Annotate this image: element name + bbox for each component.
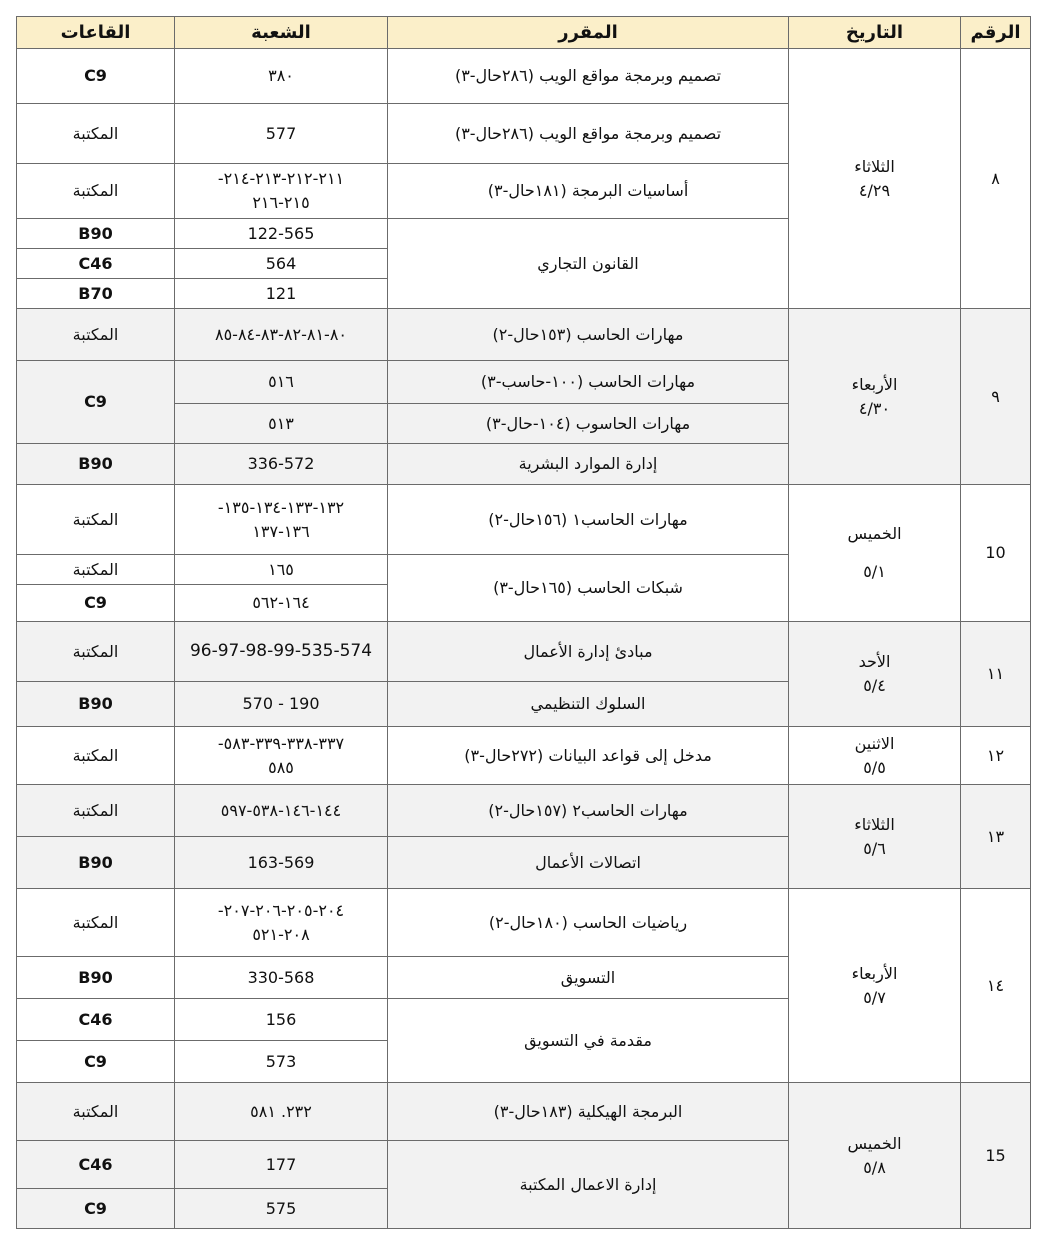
exam-day: الأربعاء xyxy=(851,374,898,394)
exam-date xyxy=(789,309,961,485)
exam-date-value: ٤/٢٩ xyxy=(858,180,891,200)
hall-name: C9 xyxy=(17,49,175,104)
course-name: تصميم وبرمجة مواقع الويب (٢٨٦حال-٣) xyxy=(388,104,789,164)
exam-date xyxy=(789,49,961,309)
header-course: المقرر xyxy=(388,17,789,49)
hall-name: B90 xyxy=(17,219,175,249)
section-numbers: ٥١٣ xyxy=(175,404,388,444)
section-numbers: 96-97-98-99-535-574 xyxy=(175,622,388,682)
course-name: مقدمة في التسويق xyxy=(388,999,789,1083)
table-row xyxy=(17,49,1031,104)
course-name: مهارات الحاسب١ (١٥٦حال-٢) xyxy=(388,485,789,555)
hall-name: B90 xyxy=(17,837,175,889)
exam-schedule-table xyxy=(16,16,1031,1229)
exam-day: الخميس xyxy=(847,524,902,543)
table-row xyxy=(17,727,1031,785)
section-numbers: ٣٣٧-٣٣٨-٣٣٩-٥٨٣- ٥٨٥ xyxy=(175,727,388,785)
course-name: القانون التجاري xyxy=(388,219,789,309)
hall-name: C9 xyxy=(17,1189,175,1229)
course-name: شبكات الحاسب (١٦٥حال-٣) xyxy=(388,555,789,622)
exam-number: ١٢ xyxy=(961,727,1031,785)
hall-name: المكتبة xyxy=(17,622,175,682)
exam-date xyxy=(789,727,961,785)
section-numbers: ٢٠٤-٢٠٥-٢٠٦-٢٠٧- ٢٠٨-٥٢١ xyxy=(175,889,388,957)
exam-number: ١٤ xyxy=(961,889,1031,1083)
section-numbers: ٣٨٠ xyxy=(175,49,388,104)
section-numbers: 330-568 xyxy=(175,957,388,999)
hall-name: C9 xyxy=(17,585,175,622)
course-name: مهارات الحاسب٢ (١٥٧حال-٢) xyxy=(388,785,789,837)
section-numbers: ٥١٦ xyxy=(175,361,388,404)
section-numbers: 577 xyxy=(175,104,388,164)
table-row xyxy=(17,1083,1031,1141)
course-name: إدارة الاعمال المكتبة xyxy=(388,1141,789,1229)
course-name: مبادئ إدارة الأعمال xyxy=(388,622,789,682)
course-name: مهارات الحاسب (١٠٠-حاسب-٣) xyxy=(388,361,789,404)
table-row xyxy=(17,785,1031,837)
section-numbers: 156 xyxy=(175,999,388,1041)
exam-date xyxy=(789,889,961,1083)
section-numbers: 573 xyxy=(175,1041,388,1083)
exam-day: الثلاثاء xyxy=(854,156,895,176)
hall-name: المكتبة xyxy=(17,104,175,164)
table-row xyxy=(17,485,1031,555)
section-numbers: ١٦٤-٥٦٢ xyxy=(175,585,388,622)
header-date: التاريخ xyxy=(789,17,961,49)
header-section: الشعبة xyxy=(175,17,388,49)
section-numbers: ٨٠-٨١-٨٢-٨٣-٨٤-٨٥ xyxy=(175,309,388,361)
hall-name: المكتبة xyxy=(17,164,175,219)
course-name: رياضيات الحاسب (١٨٠حال-٢) xyxy=(388,889,789,957)
exam-number: ١١ xyxy=(961,622,1031,727)
exam-day: الخميس xyxy=(847,1133,902,1153)
section-numbers: 570 - 190 xyxy=(175,682,388,727)
section-numbers: 163-569 xyxy=(175,837,388,889)
exam-date-value: ٥/٥ xyxy=(863,757,886,777)
hall-name: المكتبة xyxy=(17,889,175,957)
course-name: البرمجة الهيكلية (١٨٣حال-٣) xyxy=(388,1083,789,1141)
hall-name: C46 xyxy=(17,249,175,279)
hall-name: المكتبة xyxy=(17,309,175,361)
exam-day: الأربعاء xyxy=(851,963,898,983)
section-numbers: ١٣٢-١٣٣-١٣٤-١٣٥- ١٣٦-١٣٧ xyxy=(175,485,388,555)
section-numbers: ١٦٥ xyxy=(175,555,388,585)
exam-date xyxy=(789,622,961,727)
exam-date xyxy=(789,485,961,622)
hall-name: المكتبة xyxy=(17,785,175,837)
exam-number: ١٣ xyxy=(961,785,1031,889)
hall-name: المكتبة xyxy=(17,1083,175,1141)
hall-name: B90 xyxy=(17,957,175,999)
course-name: إدارة الموارد البشرية xyxy=(388,444,789,485)
table-row xyxy=(17,889,1031,957)
section-numbers: ٢١١-٢١٢-٢١٣-٢١٤- ٢١٥-٢١٦ xyxy=(175,164,388,219)
section-numbers: ١٤٤-١٤٦-٥٣٨-٥٩٧ xyxy=(175,785,388,837)
hall-name: C46 xyxy=(17,999,175,1041)
table-row xyxy=(17,622,1031,682)
course-name: أساسيات البرمجة (١٨١حال-٣) xyxy=(388,164,789,219)
header-row xyxy=(17,17,1031,49)
section-numbers: 122-565 xyxy=(175,219,388,249)
course-name: تصميم وبرمجة مواقع الويب (٢٨٦حال-٣) xyxy=(388,49,789,104)
hall-name: B90 xyxy=(17,444,175,485)
hall-name: المكتبة xyxy=(17,727,175,785)
course-name: التسويق xyxy=(388,957,789,999)
section-numbers: 575 xyxy=(175,1189,388,1229)
hall-name: C9 xyxy=(17,361,175,444)
exam-date-value: ٥/٧ xyxy=(863,987,886,1007)
course-name: مهارات الحاسب (١٥٣حال-٢) xyxy=(388,309,789,361)
hall-name: المكتبة xyxy=(17,555,175,585)
exam-date xyxy=(789,785,961,889)
exam-day: الثلاثاء xyxy=(854,814,895,834)
table-row xyxy=(17,309,1031,361)
course-name: السلوك التنظيمي xyxy=(388,682,789,727)
exam-day: الأحد xyxy=(858,652,891,671)
course-name: مدخل إلى قواعد البيانات (٢٧٢حال-٣) xyxy=(388,727,789,785)
exam-date-value: ٥/٤ xyxy=(863,676,886,695)
exam-date-value: ٥/١ xyxy=(863,562,886,581)
hall-name: C46 xyxy=(17,1141,175,1189)
hall-name: B70 xyxy=(17,279,175,309)
section-numbers: 336-572 xyxy=(175,444,388,485)
hall-name: B90 xyxy=(17,682,175,727)
exam-day: الاثنين xyxy=(854,733,895,753)
course-name: اتصالات الأعمال xyxy=(388,837,789,889)
header-num: الرقم xyxy=(961,17,1031,49)
header-hall: القاعات xyxy=(17,17,175,49)
exam-number: 10 xyxy=(961,485,1031,622)
section-numbers: 564 xyxy=(175,249,388,279)
course-name: مهارات الحاسوب (١٠٤-حال-٣) xyxy=(388,404,789,444)
exam-date xyxy=(789,1083,961,1229)
hall-name: المكتبة xyxy=(17,485,175,555)
section-numbers: 121 xyxy=(175,279,388,309)
exam-number: 15 xyxy=(961,1083,1031,1229)
section-numbers: 177 xyxy=(175,1141,388,1189)
exam-number: ٨ xyxy=(961,49,1031,309)
exam-date-value: ٤/٣٠ xyxy=(858,398,891,418)
exam-date-value: ٥/٨ xyxy=(863,1157,886,1177)
exam-date-value: ٥/٦ xyxy=(863,838,886,858)
hall-name: C9 xyxy=(17,1041,175,1083)
exam-number: ٩ xyxy=(961,309,1031,485)
section-numbers: ٢٣٢. ٥٨١ xyxy=(175,1083,388,1141)
